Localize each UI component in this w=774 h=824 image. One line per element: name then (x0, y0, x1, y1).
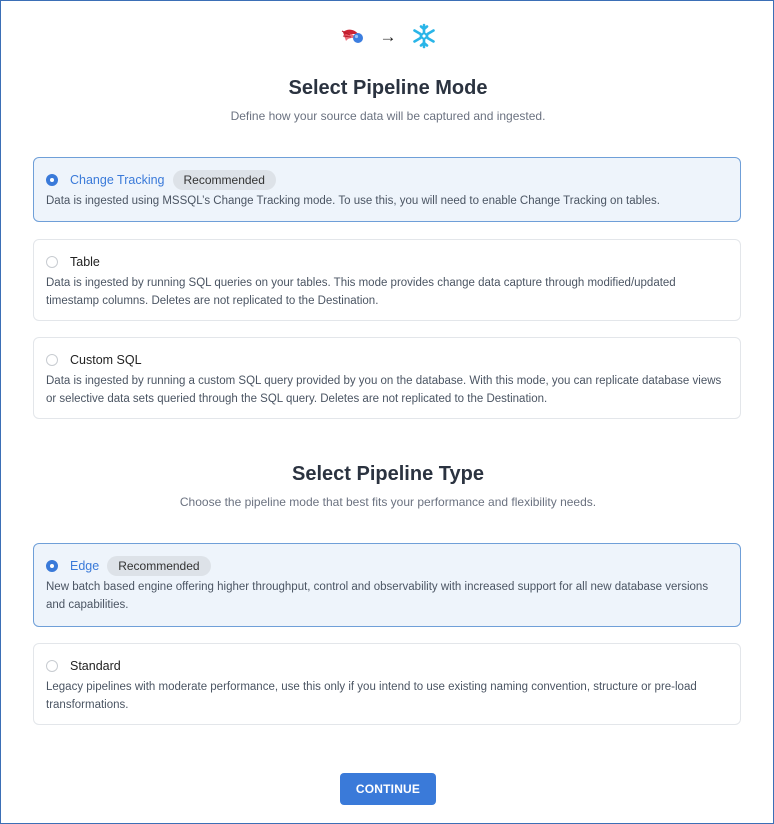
mode-option-change-tracking[interactable] (33, 157, 741, 222)
option-label: Change Tracking (70, 173, 165, 187)
mode-option-custom-sql[interactable] (33, 337, 741, 419)
arrow-right-icon: → (379, 26, 397, 46)
option-label: Standard (70, 659, 121, 673)
mssql-icon (340, 23, 366, 49)
mode-section-title: Select Pipeline Mode (288, 77, 488, 99)
option-label: Table (70, 255, 100, 269)
type-section-title: Select Pipeline Type (292, 463, 484, 485)
type-section-subtitle: Choose the pipeline mode that best fits your performance and flexibility needs. (179, 495, 597, 509)
connector-header (1, 23, 774, 49)
recommended-badge: Recommended (173, 170, 276, 190)
continue-button[interactable]: CONTINUE (340, 773, 436, 805)
radio-button[interactable] (46, 660, 58, 672)
radio-button-checked[interactable] (46, 174, 58, 186)
radio-button-checked[interactable] (46, 560, 58, 572)
type-option-standard[interactable] (33, 643, 741, 725)
radio-button[interactable] (46, 256, 58, 268)
snowflake-icon (411, 23, 437, 49)
option-description: Data is ingested using MSSQL’s Change Tracking mode. To use this, you will need to enable Change Tracking on tables. (46, 195, 660, 207)
option-label: Custom SQL (70, 353, 142, 367)
option-description: Data is ingested by running a custom SQL query provided by you on the database. With this mode, you can replicate database views or selective data sets queried through the SQL query. Deletes are not replicated to the Destination. (46, 375, 722, 405)
mode-option-table[interactable] (33, 239, 741, 321)
option-description: New batch based engine offering higher throughput, control and observability with increased support for all new database versions and capabilities. (46, 581, 709, 611)
option-description: Legacy pipelines with moderate performance, use this only if you intend to use existing naming convention, structure or pre-load transformations. (46, 681, 697, 711)
option-label: Edge (70, 559, 100, 573)
recommended-badge: Recommended (107, 556, 210, 576)
mode-section-subtitle: Define how your source data will be captured and ingested. (230, 109, 546, 123)
type-option-edge[interactable] (33, 543, 741, 627)
option-description: Data is ingested by running SQL queries on your tables. This mode provides change data capture through modified/updated timestamp columns. Deletes are not replicated to the Destination. (46, 277, 676, 307)
radio-button[interactable] (46, 354, 58, 366)
